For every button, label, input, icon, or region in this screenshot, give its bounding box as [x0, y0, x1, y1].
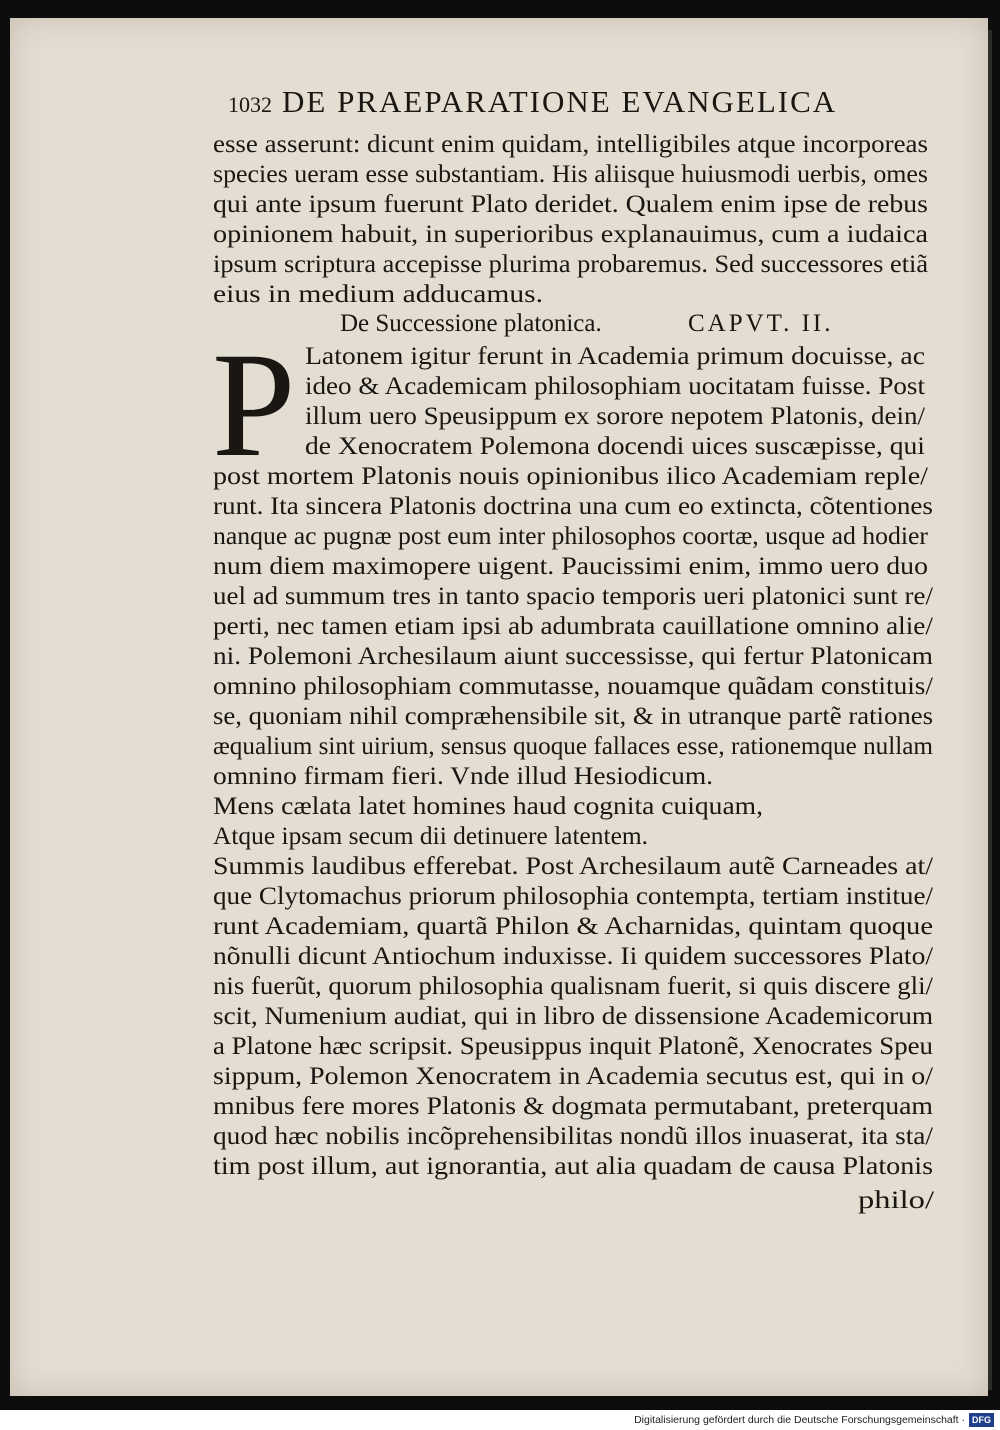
text-line: omnino firmam fieri. Vnde illud Hesiodicum. [213, 763, 714, 790]
text-line: Mens cælata latet homines haud cognita cuiquam, [213, 793, 763, 820]
text-line: nis fuerũt, quorum philosophia qualisnam fuerit, si quis discere gli/ [213, 973, 933, 1000]
running-title: DE PRAEPARATIONE EVANGELICA [282, 84, 838, 119]
digitization-credit [606, 1410, 1000, 1430]
text-line: runt Academiam, quartã Philon & Acharnidas, quintam quoque [213, 913, 933, 940]
text-line: illum uero Speusippum ex sorore nepotem Platonis, dein/ [305, 403, 926, 430]
text-line: se, quoniam nihil compræhensibile sit, & in utranque partẽ rationes [213, 703, 934, 730]
chapter-number: CAPVT. II. [688, 310, 834, 337]
text-line: quod hæc nobilis incõprehensibilitas nondũ illos inuaserat, ita sta/ [213, 1123, 934, 1150]
dfg-logo: DFG [969, 1413, 994, 1427]
text-line: ideo & Academicam philosophiam uocitatam fuisse. Post [305, 373, 925, 400]
text-line: runt. Ita sincera Platonis doctrina una cum eo extincta, cõtentiones [213, 493, 933, 520]
text-line: Summis laudibus efferebat. Post Archesilaum autẽ Carneades at/ [213, 853, 933, 880]
text-line: sippum, Polemon Xenocratem in Academia secutus est, qui in o/ [213, 1063, 933, 1090]
chapter-heading [340, 310, 900, 342]
text-line: tim post illum, aut ignorantia, aut alia quadam de causa Platonis [213, 1153, 934, 1180]
text-line: mnibus fere mores Platonis & dogmata permutabant, preterquam [213, 1093, 934, 1120]
text-line: ni. Polemoni Archesilaum aiunt successisse, qui fertur Platonicam [213, 643, 933, 670]
text-line: æqualium sint uirium, sensus quoque fallaces esse, rationemque nullam [213, 733, 934, 760]
text-line: uel ad summum tres in tanto spacio temporis ueri platonici sunt re/ [213, 583, 934, 610]
text-line: que Clytomachus priorum philosophia contempta, tertiam institue/ [213, 883, 934, 910]
text-line: de Xenocratem Polemona docendi uices suscæpisse, qui [305, 433, 925, 460]
text-line: opinionem habuit, in superioribus explanauimus, cum a iudaica [213, 221, 929, 248]
page-number: 1032 [228, 92, 272, 117]
text-line: species ueram esse substantiam. His aliisque huiusmodi uerbis, omes [213, 161, 929, 188]
text-line: Atque ipsam secum dii detinuere latentem. [213, 823, 649, 850]
credit-text: Digitalisierung gefördert durch die Deutsche Forschungsgemeinschaft · [634, 1414, 965, 1426]
chapter-subject: De Successione platonica. [340, 310, 602, 337]
page-header [228, 84, 948, 124]
drop-cap-initial: P [212, 322, 296, 488]
text-line: a Platone hæc scripsit. Speusippus inquit Platonẽ, Xenocrates Speu [213, 1033, 933, 1060]
text-line: nõnulli dicunt Antiochum induxisse. Ii quidem successores Plato/ [213, 943, 933, 970]
text-line: scit, Numenium audiat, qui in libro de dissensione Academicorum [213, 1003, 934, 1030]
text-line: nanque ac pugnæ post eum inter philosophos coortæ, usque ad hodier [213, 523, 928, 550]
text-line: esse asserunt: dicunt enim quidam, intelligibiles atque incorporeas [213, 131, 928, 158]
text-line: eius in medium adducamus. [213, 281, 544, 308]
text-line: omnino philosophiam commutasse, nouamque quãdam constituis/ [213, 673, 934, 700]
text-line: ipsum scriptura accepisse plurima probaremus. Sed successores etiã [213, 251, 929, 278]
text-line: philo/ [858, 1187, 934, 1214]
text-line: perti, nec tamen etiam ipsi ab adumbrata cauillatione omnino alie/ [213, 613, 933, 640]
text-line: Latonem igitur ferunt in Academia primum docuisse, ac [305, 343, 925, 370]
text-line: post mortem Platonis nouis opinionibus ilico Academiam reple/ [213, 463, 928, 490]
text-line: qui ante ipsum fuerunt Plato deridet. Qualem enim ipse de rebus [213, 191, 928, 218]
text-line: num diem maximopere uigent. Paucissimi enim, immo uero duo [213, 553, 928, 580]
